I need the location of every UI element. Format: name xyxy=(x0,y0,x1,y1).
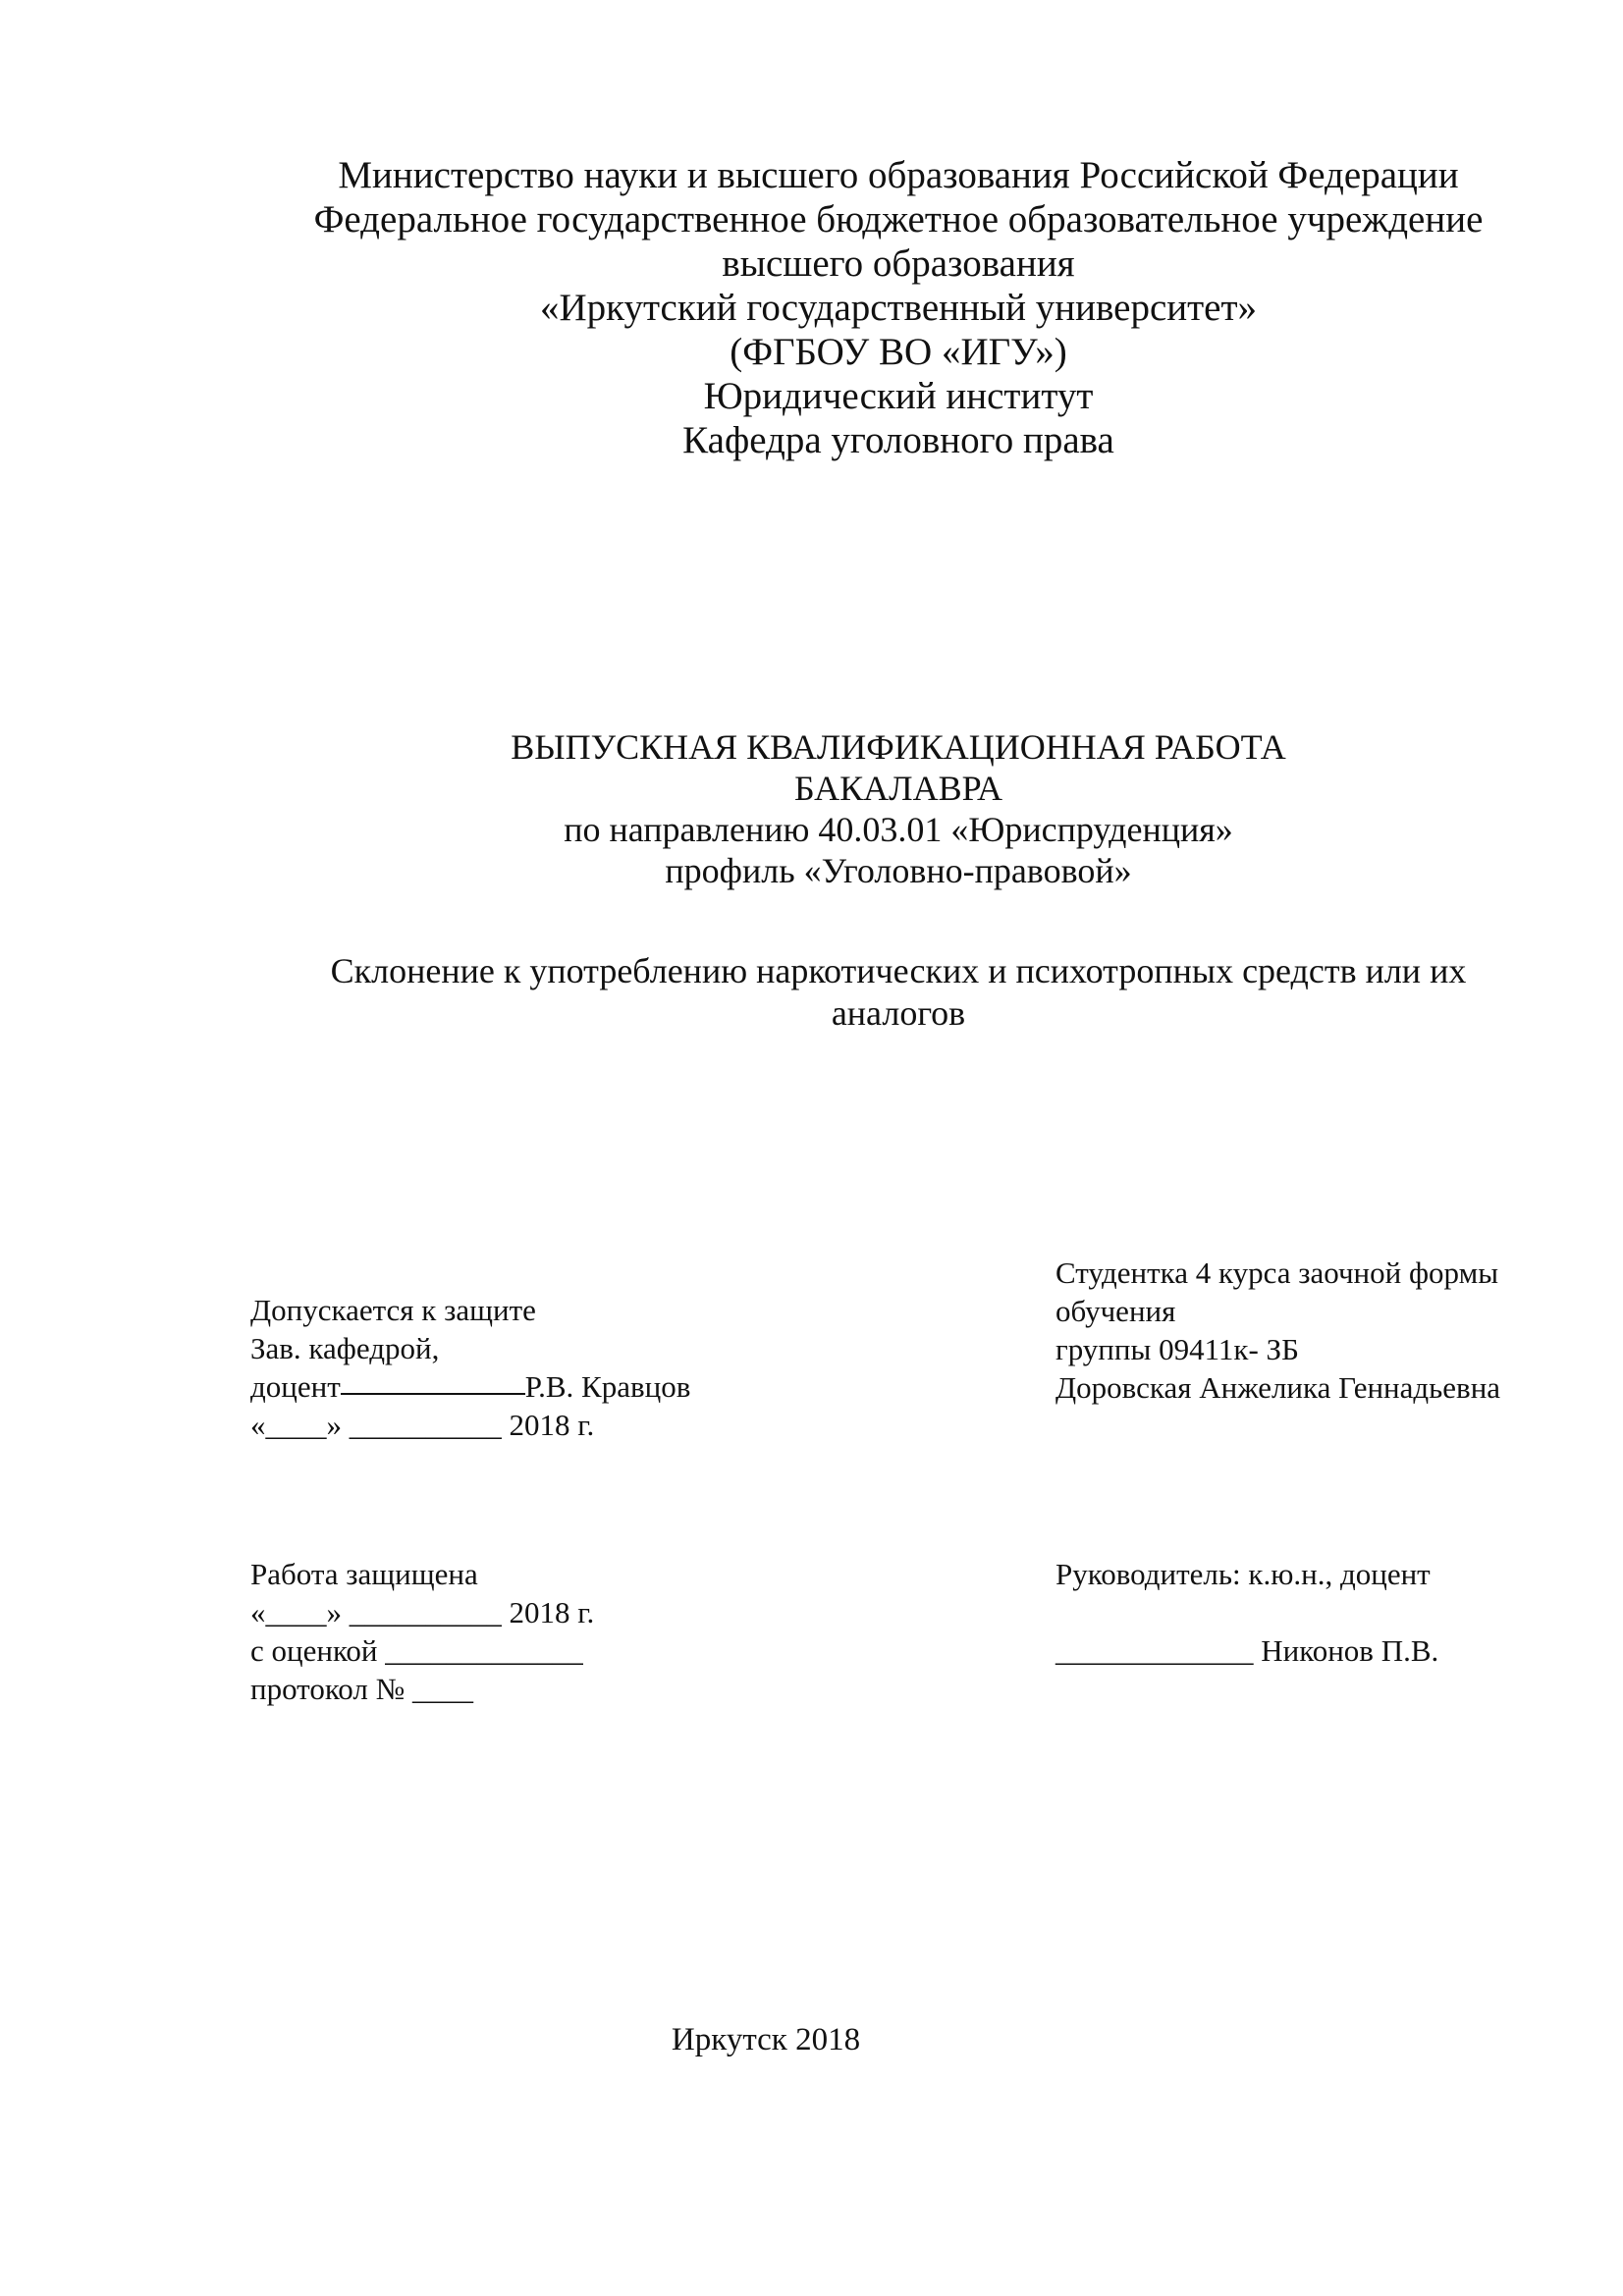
student-course-line: Студентка 4 курса заочной формы xyxy=(1055,1255,1499,1290)
city-year: Иркутск 2018 xyxy=(671,2022,861,2057)
profile-line: профиль «Уголовно-правовой» xyxy=(665,851,1132,890)
head-of-department-line: Зав. кафедрой, xyxy=(250,1331,440,1365)
university-abbr-line: (ФГБОУ ВО «ИГУ») xyxy=(730,331,1067,373)
defense-date: «____» __________ 2018 г. xyxy=(250,1595,595,1629)
head-name: Р.В. Кравцов xyxy=(524,1369,691,1404)
supervisor-signature: _____________ Никонов П.В. xyxy=(1055,1633,1439,1668)
head-signature-line xyxy=(250,1367,690,1406)
supervisor-title: Руководитель: к.ю.н., доцент xyxy=(1055,1557,1431,1591)
signature-line xyxy=(341,1393,525,1395)
topic-line-2: аналогов xyxy=(831,993,966,1033)
defense-block xyxy=(250,1555,594,1708)
direction-line: по направлению 40.03.01 «Юриспруденция» xyxy=(564,810,1233,849)
student-group-line: группы 09411к- ЗБ xyxy=(1055,1332,1299,1366)
supervisor-block xyxy=(1055,1555,1438,1670)
admission-block xyxy=(250,1291,690,1444)
topic-line-1: Склонение к употреблению наркотических и психотропных средств или их xyxy=(330,951,1467,990)
work-type-block xyxy=(250,726,1546,891)
defense-protocol: протокол № ____ xyxy=(250,1672,473,1706)
admission-line: Допускается к защите xyxy=(250,1293,536,1327)
institution-header xyxy=(250,153,1546,462)
student-name: Доровская Анжелика Геннадьевна xyxy=(1055,1370,1501,1405)
student-block xyxy=(1055,1254,1500,1407)
work-type-line: ВЫПУСКНАЯ КВАЛИФИКАЦИОННАЯ РАБОТА xyxy=(511,727,1286,767)
student-form-line: обучения xyxy=(1055,1294,1176,1328)
head-position: доцент xyxy=(250,1369,341,1404)
institution-type-line: Федеральное государственное бюджетное образовательное учреждение xyxy=(313,198,1484,240)
education-level-line: высшего образования xyxy=(722,242,1075,285)
supervisor-spacer xyxy=(1055,1593,1438,1631)
degree-line: БАКАЛАВРА xyxy=(793,769,1003,808)
defense-status: Работа защищена xyxy=(250,1557,478,1591)
university-name-line: «Иркутский государственный университет» xyxy=(539,287,1258,329)
ministry-line: Министерство науки и высшего образования Российской Федерации xyxy=(338,154,1459,196)
admission-date: «____» __________ 2018 г. xyxy=(250,1408,595,1442)
department-line: Кафедра уголовного права xyxy=(682,419,1114,461)
thesis-topic xyxy=(250,950,1546,1035)
defense-grade: с оценкой _____________ xyxy=(250,1633,583,1668)
institute-line: Юридический институт xyxy=(703,375,1094,417)
